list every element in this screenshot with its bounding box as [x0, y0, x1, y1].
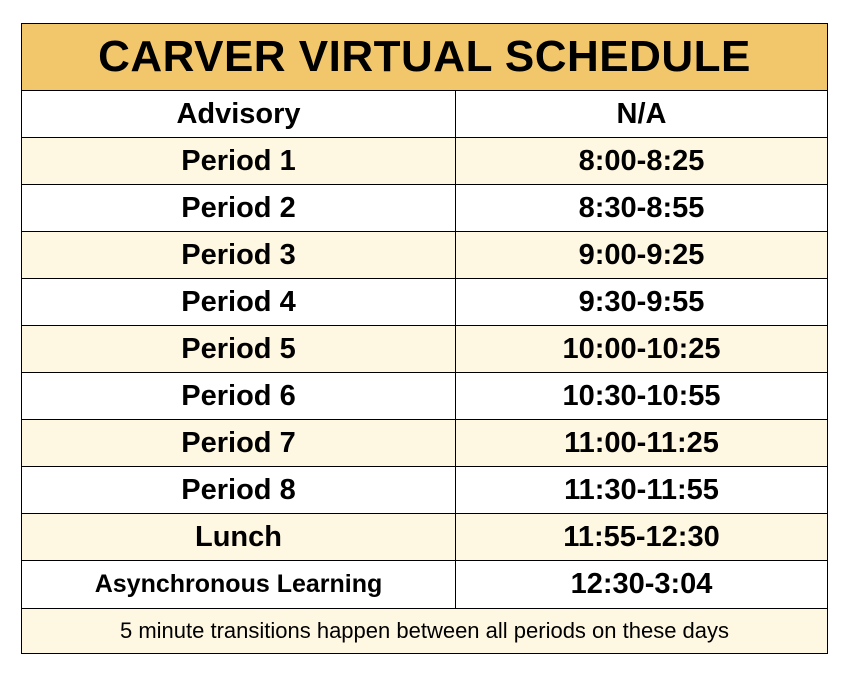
row-time: 11:00-11:25 [456, 420, 828, 467]
row-time: 12:30-3:04 [456, 561, 828, 609]
schedule-row-period-6 [22, 373, 828, 420]
row-label: Period 3 [22, 232, 456, 279]
row-time: 11:30-11:55 [456, 467, 828, 514]
footer-note: 5 minute transitions happen between all periods on these days [22, 609, 828, 654]
schedule-row-advisory [22, 91, 828, 138]
row-label: Period 4 [22, 279, 456, 326]
row-label: Period 1 [22, 138, 456, 185]
footer-row [22, 609, 828, 654]
row-label: Period 7 [22, 420, 456, 467]
row-time: N/A [456, 91, 828, 138]
schedule-row-period-7 [22, 420, 828, 467]
row-time: 10:00-10:25 [456, 326, 828, 373]
row-label: Advisory [22, 91, 456, 138]
row-time: 8:00-8:25 [456, 138, 828, 185]
row-label: Lunch [22, 514, 456, 561]
schedule-title: CARVER VIRTUAL SCHEDULE [22, 24, 828, 91]
row-time: 8:30-8:55 [456, 185, 828, 232]
schedule-table [21, 23, 828, 654]
schedule-row-period-5 [22, 326, 828, 373]
schedule-row-asynchronous-learning [22, 561, 828, 609]
row-time: 9:00-9:25 [456, 232, 828, 279]
row-time: 9:30-9:55 [456, 279, 828, 326]
row-label: Asynchronous Learning [22, 561, 456, 609]
row-label: Period 8 [22, 467, 456, 514]
row-time: 10:30-10:55 [456, 373, 828, 420]
schedule-row-period-8 [22, 467, 828, 514]
schedule-row-period-4 [22, 279, 828, 326]
row-label: Period 6 [22, 373, 456, 420]
schedule-row-period-3 [22, 232, 828, 279]
row-time: 11:55-12:30 [456, 514, 828, 561]
title-row [22, 24, 828, 91]
schedule-row-period-2 [22, 185, 828, 232]
schedule-row-lunch [22, 514, 828, 561]
row-label: Period 2 [22, 185, 456, 232]
row-label: Period 5 [22, 326, 456, 373]
schedule-row-period-1 [22, 138, 828, 185]
